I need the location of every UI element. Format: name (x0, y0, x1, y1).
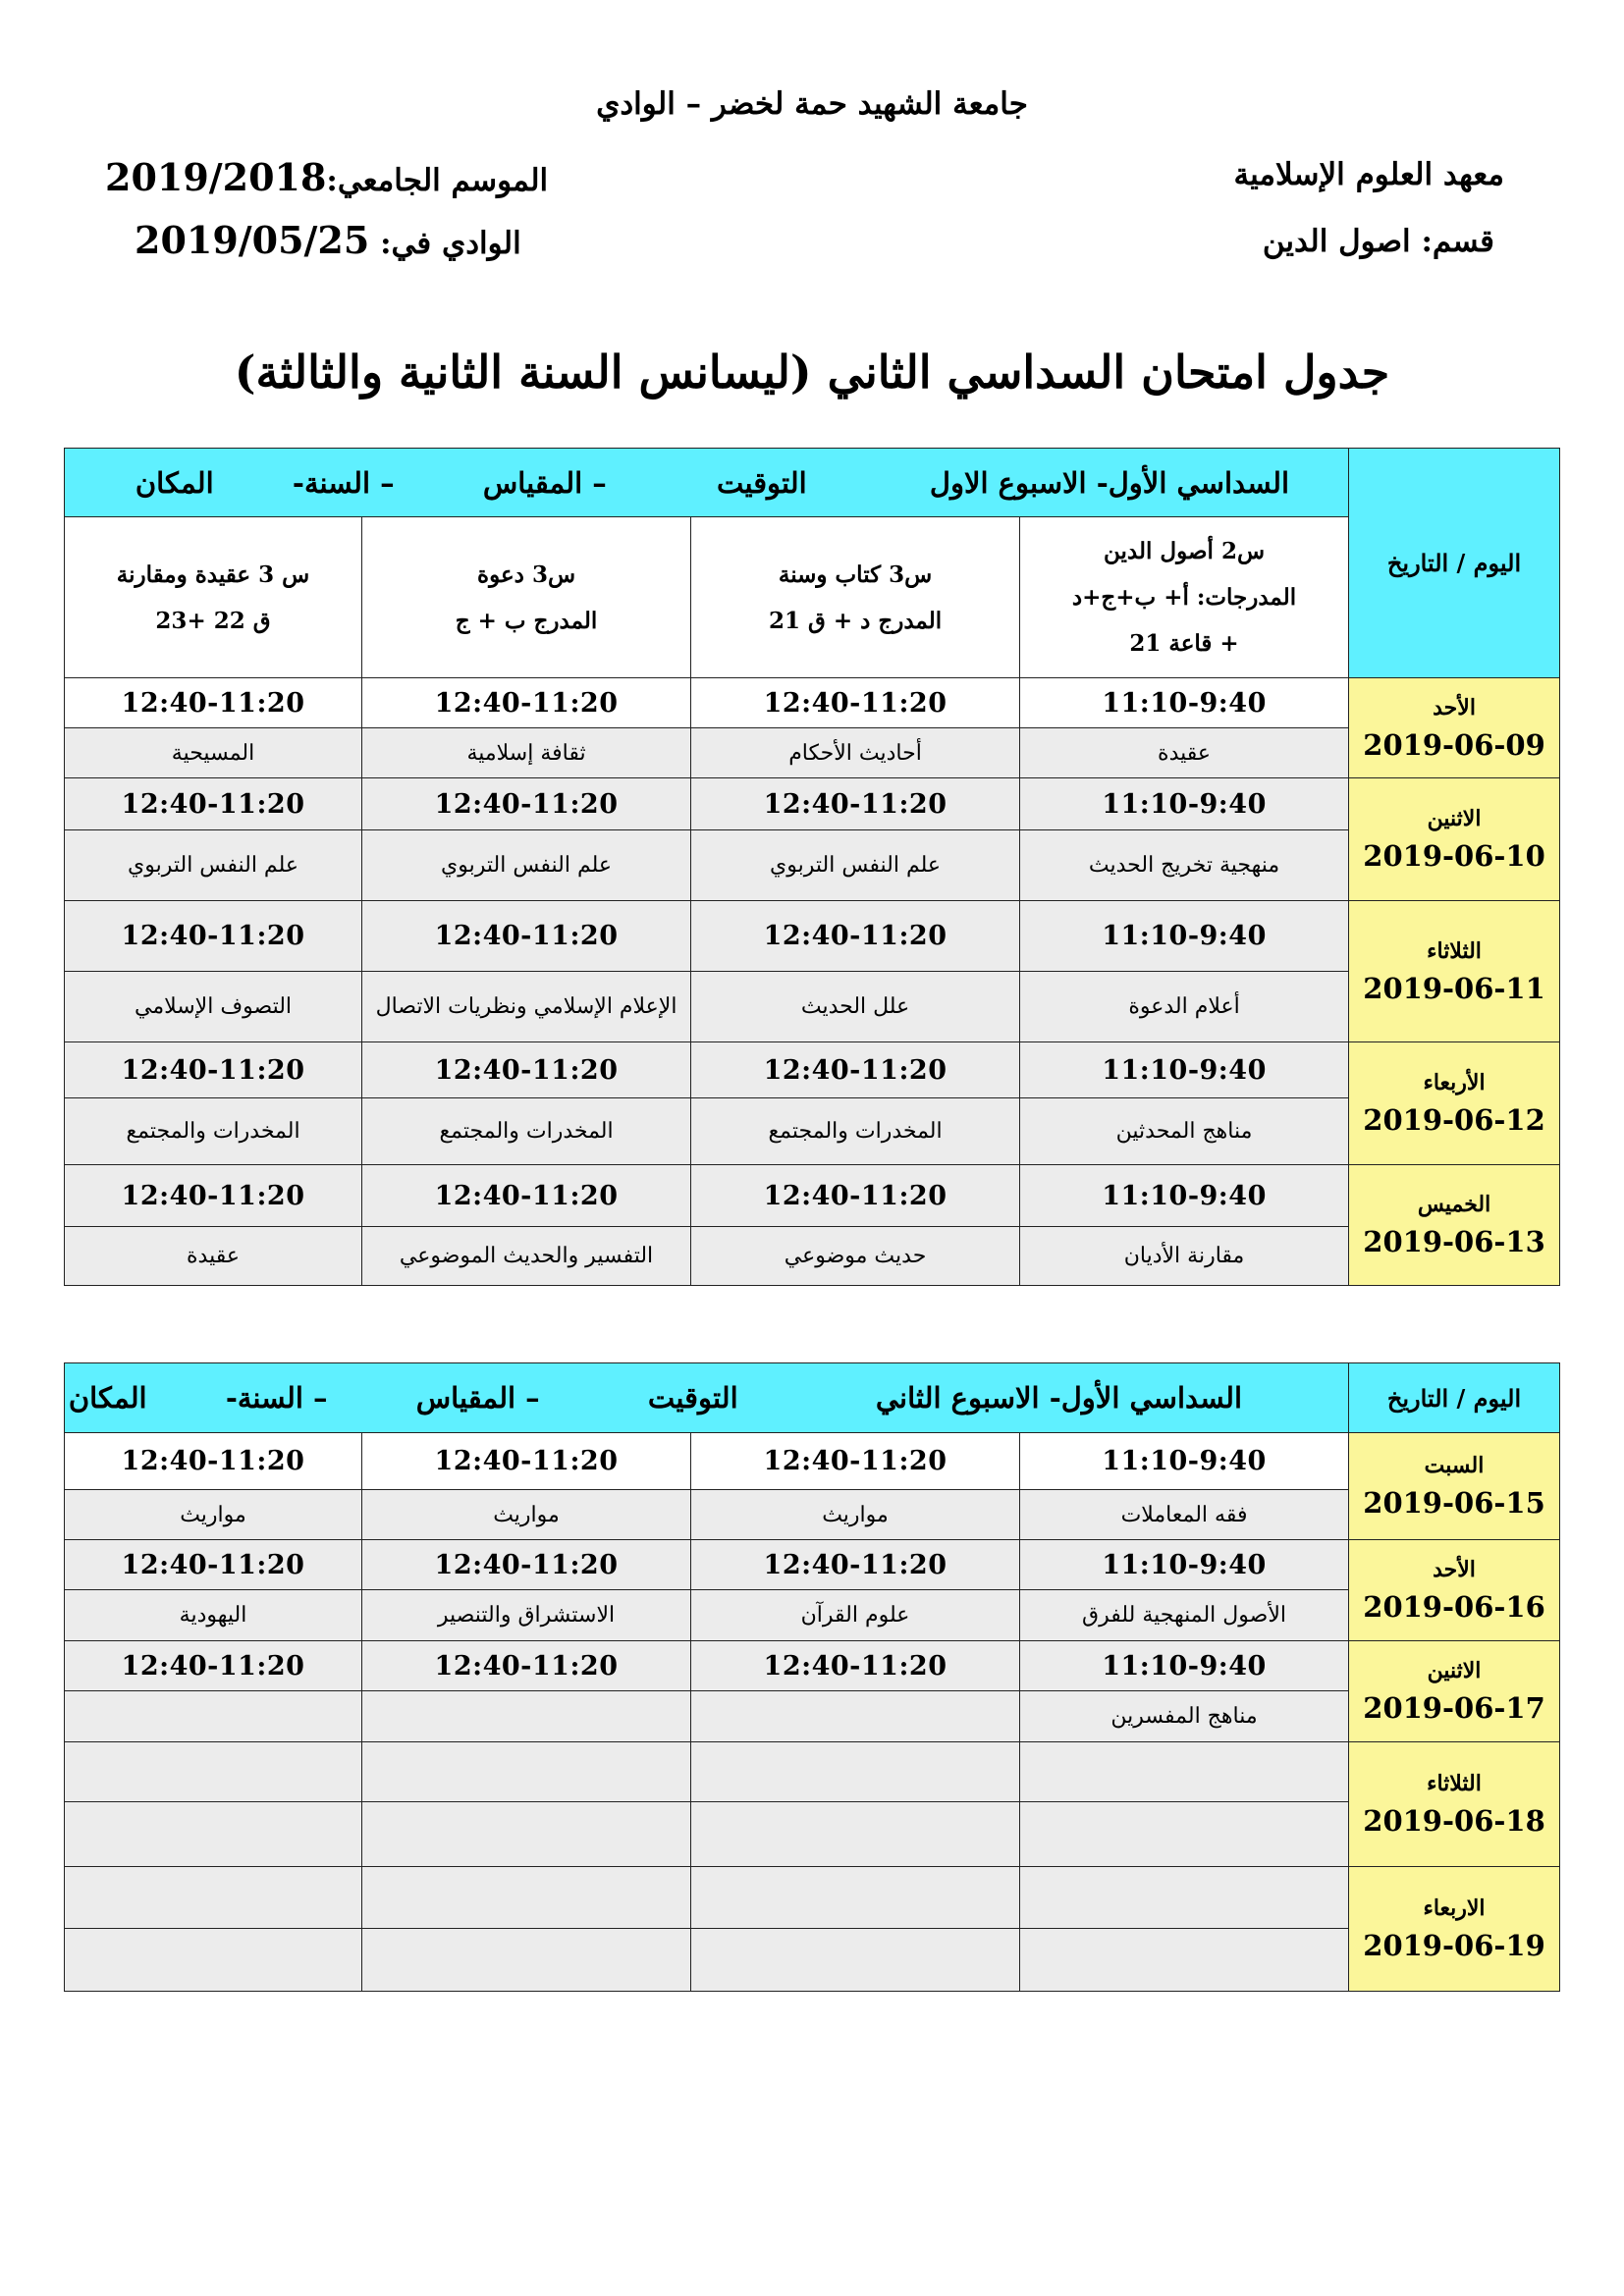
department-label: قسم: (1421, 224, 1494, 259)
department-value: اصول الدين (1262, 224, 1411, 259)
subject-cell (1020, 1929, 1349, 1992)
subject-cell: الاستشراق والتنصير (362, 1590, 691, 1641)
season-label: الموسم الجامعي: (326, 163, 549, 198)
time-cell: 12:40-11:20 (362, 1165, 691, 1227)
time-cell: 12:40-11:20 (691, 1042, 1020, 1098)
subject-cell: المسيحية (65, 728, 362, 778)
subject-cell: علل الحديث (691, 972, 1020, 1042)
subject-cell: المخدرات والمجتمع (691, 1098, 1020, 1165)
week1-table (64, 448, 1560, 1286)
day-cell: السبت 2019-06-15 (1349, 1433, 1560, 1540)
week-header (65, 1363, 1349, 1433)
subject-cell: حديث موضوعي (691, 1227, 1020, 1286)
time-cell: 12:40-11:20 (691, 778, 1020, 830)
subject-cell: ثقافة إسلامية (362, 728, 691, 778)
time-cell: 12:40-11:20 (691, 901, 1020, 972)
time-cell (362, 1867, 691, 1929)
time-cell: 12:40-11:20 (691, 1165, 1020, 1227)
time-cell (362, 1742, 691, 1802)
time-cell: 12:40-11:20 (65, 1540, 362, 1590)
time-cell (65, 1867, 362, 1929)
col-title-time: التوقيت (716, 465, 807, 500)
time-cell: 12:40-11:20 (65, 678, 362, 728)
time-cell: 11:10-9:40 (1020, 1042, 1349, 1098)
date-column-header: اليوم / التاريخ (1349, 1363, 1560, 1433)
time-cell: 12:40-11:20 (65, 778, 362, 830)
academic-season (105, 155, 548, 199)
time-cell: 12:40-11:20 (362, 901, 691, 972)
subject-cell: مقارنة الأديان (1020, 1227, 1349, 1286)
time-cell: 12:40-11:20 (65, 1433, 362, 1490)
week-title: السداسي الأول- الاسبوع الثاني (875, 1381, 1243, 1415)
page-title: جدول امتحان السداسي الثاني (ليسانس السنة الثانية والثالثة) (234, 346, 1390, 399)
time-cell: 11:10-9:40 (1020, 678, 1349, 728)
subject-cell: المخدرات والمجتمع (362, 1098, 691, 1165)
time-cell: 11:10-9:40 (1020, 1433, 1349, 1490)
time-cell (691, 1742, 1020, 1802)
subject-cell: فقه المعاملات (1020, 1490, 1349, 1540)
time-cell: 12:40-11:20 (691, 1641, 1020, 1691)
subject-cell: التصوف الإسلامي (65, 972, 362, 1042)
subject-cell (65, 1929, 362, 1992)
week-title: السداسي الأول- الاسبوع الاول (929, 465, 1290, 500)
time-cell: 12:40-11:20 (691, 1433, 1020, 1490)
time-cell (65, 1742, 362, 1802)
subject-cell: التفسير والحديث الموضوعي (362, 1227, 691, 1286)
day-cell: الخميس 2019-06-13 (1349, 1165, 1560, 1286)
group-header: س3 دعوة المدرج ب + ج (362, 517, 691, 678)
department (1263, 224, 1494, 259)
university-name: جامعة الشهيد حمة لخضر – الوادي (596, 86, 1028, 122)
subject-cell: مواريث (691, 1490, 1020, 1540)
subject-cell: علم النفس التربوي (362, 830, 691, 901)
subject-cell: أعلام الدعوة (1020, 972, 1349, 1042)
time-cell: 12:40-11:20 (362, 1641, 691, 1691)
day-cell: الاربعاء 2019-06-19 (1349, 1867, 1560, 1992)
date-column-header: اليوم / التاريخ (1349, 449, 1560, 678)
time-cell: 12:40-11:20 (65, 1641, 362, 1691)
col-title-time: التوقيت (647, 1381, 738, 1415)
subject-cell (691, 1691, 1020, 1742)
day-cell: الأحد 2019-06-16 (1349, 1540, 1560, 1641)
subject-cell (65, 1802, 362, 1867)
subject-cell: علوم القرآن (691, 1590, 1020, 1641)
subject-cell: المخدرات والمجتمع (65, 1098, 362, 1165)
subject-cell: أحاديث الأحكام (691, 728, 1020, 778)
time-cell: 11:10-9:40 (1020, 1540, 1349, 1590)
subject-cell (65, 1691, 362, 1742)
day-cell: الأربعاء 2019-06-12 (1349, 1042, 1560, 1165)
subject-cell: منهجية تخريج الحديث (1020, 830, 1349, 901)
time-cell: 12:40-11:20 (362, 678, 691, 728)
time-cell: 12:40-11:20 (65, 1165, 362, 1227)
subject-cell: عقيدة (1020, 728, 1349, 778)
col-title-module: – المقياس (415, 1381, 540, 1415)
time-cell: 11:10-9:40 (1020, 1165, 1349, 1227)
place-date-value: 2019/05/25 (135, 218, 370, 262)
time-cell: 12:40-11:20 (691, 678, 1020, 728)
day-cell: الاثنين 2019-06-10 (1349, 778, 1560, 901)
subject-cell (362, 1691, 691, 1742)
subject-cell: علم النفس التربوي (65, 830, 362, 901)
col-title-year: – السنة- (292, 465, 395, 500)
subject-cell: مواريث (65, 1490, 362, 1540)
time-cell: 12:40-11:20 (362, 1042, 691, 1098)
col-title-year: – السنة- (225, 1381, 328, 1415)
subject-cell: مناهج المحدثين (1020, 1098, 1349, 1165)
subject-cell (691, 1802, 1020, 1867)
col-title-place: المكان (68, 1381, 147, 1415)
time-cell: 12:40-11:20 (65, 1042, 362, 1098)
subject-cell: الأصول المنهجية للفرق (1020, 1590, 1349, 1641)
subject-cell: اليهودية (65, 1590, 362, 1641)
group-header: س3 كتاب وسنة المدرج د + ق 21 (691, 517, 1020, 678)
time-cell (1020, 1742, 1349, 1802)
day-cell: الثلاثاء 2019-06-11 (1349, 901, 1560, 1042)
group-header: س 3 عقيدة ومقارنة ق 22 +23 (65, 517, 362, 678)
subject-cell: الإعلام الإسلامي ونظريات الاتصال (362, 972, 691, 1042)
time-cell: 12:40-11:20 (362, 778, 691, 830)
subject-cell: مناهج المفسرين (1020, 1691, 1349, 1742)
subject-cell (1020, 1802, 1349, 1867)
time-cell: 11:10-9:40 (1020, 901, 1349, 972)
subject-cell (691, 1929, 1020, 1992)
day-cell: الثلاثاء 2019-06-18 (1349, 1742, 1560, 1867)
subject-cell: عقيدة (65, 1227, 362, 1286)
group-header: س2 أصول الدين المدرجات: أ+ ب+ج+د + قاعة 21 (1020, 517, 1349, 678)
col-title-module: – المقياس (482, 465, 607, 500)
time-cell: 12:40-11:20 (691, 1540, 1020, 1590)
week-header (65, 449, 1349, 517)
col-title-place: المكان (135, 465, 214, 500)
week2-table (64, 1362, 1560, 1992)
subject-cell (362, 1802, 691, 1867)
place-date-label: الوادي في: (380, 226, 521, 261)
subject-cell (362, 1929, 691, 1992)
subject-cell: مواريث (362, 1490, 691, 1540)
subject-cell: علم النفس التربوي (691, 830, 1020, 901)
time-cell: 12:40-11:20 (362, 1540, 691, 1590)
place-date (135, 218, 521, 262)
day-cell: الأحد 2019-06-09 (1349, 678, 1560, 778)
time-cell (691, 1867, 1020, 1929)
time-cell: 11:10-9:40 (1020, 778, 1349, 830)
time-cell: 12:40-11:20 (362, 1433, 691, 1490)
institute-name: معهد العلوم الإسلامية (1233, 157, 1504, 192)
day-cell: الاثنين 2019-06-17 (1349, 1641, 1560, 1742)
season-value: 2019/2018 (105, 155, 327, 199)
time-cell: 11:10-9:40 (1020, 1641, 1349, 1691)
time-cell: 12:40-11:20 (65, 901, 362, 972)
time-cell (1020, 1867, 1349, 1929)
